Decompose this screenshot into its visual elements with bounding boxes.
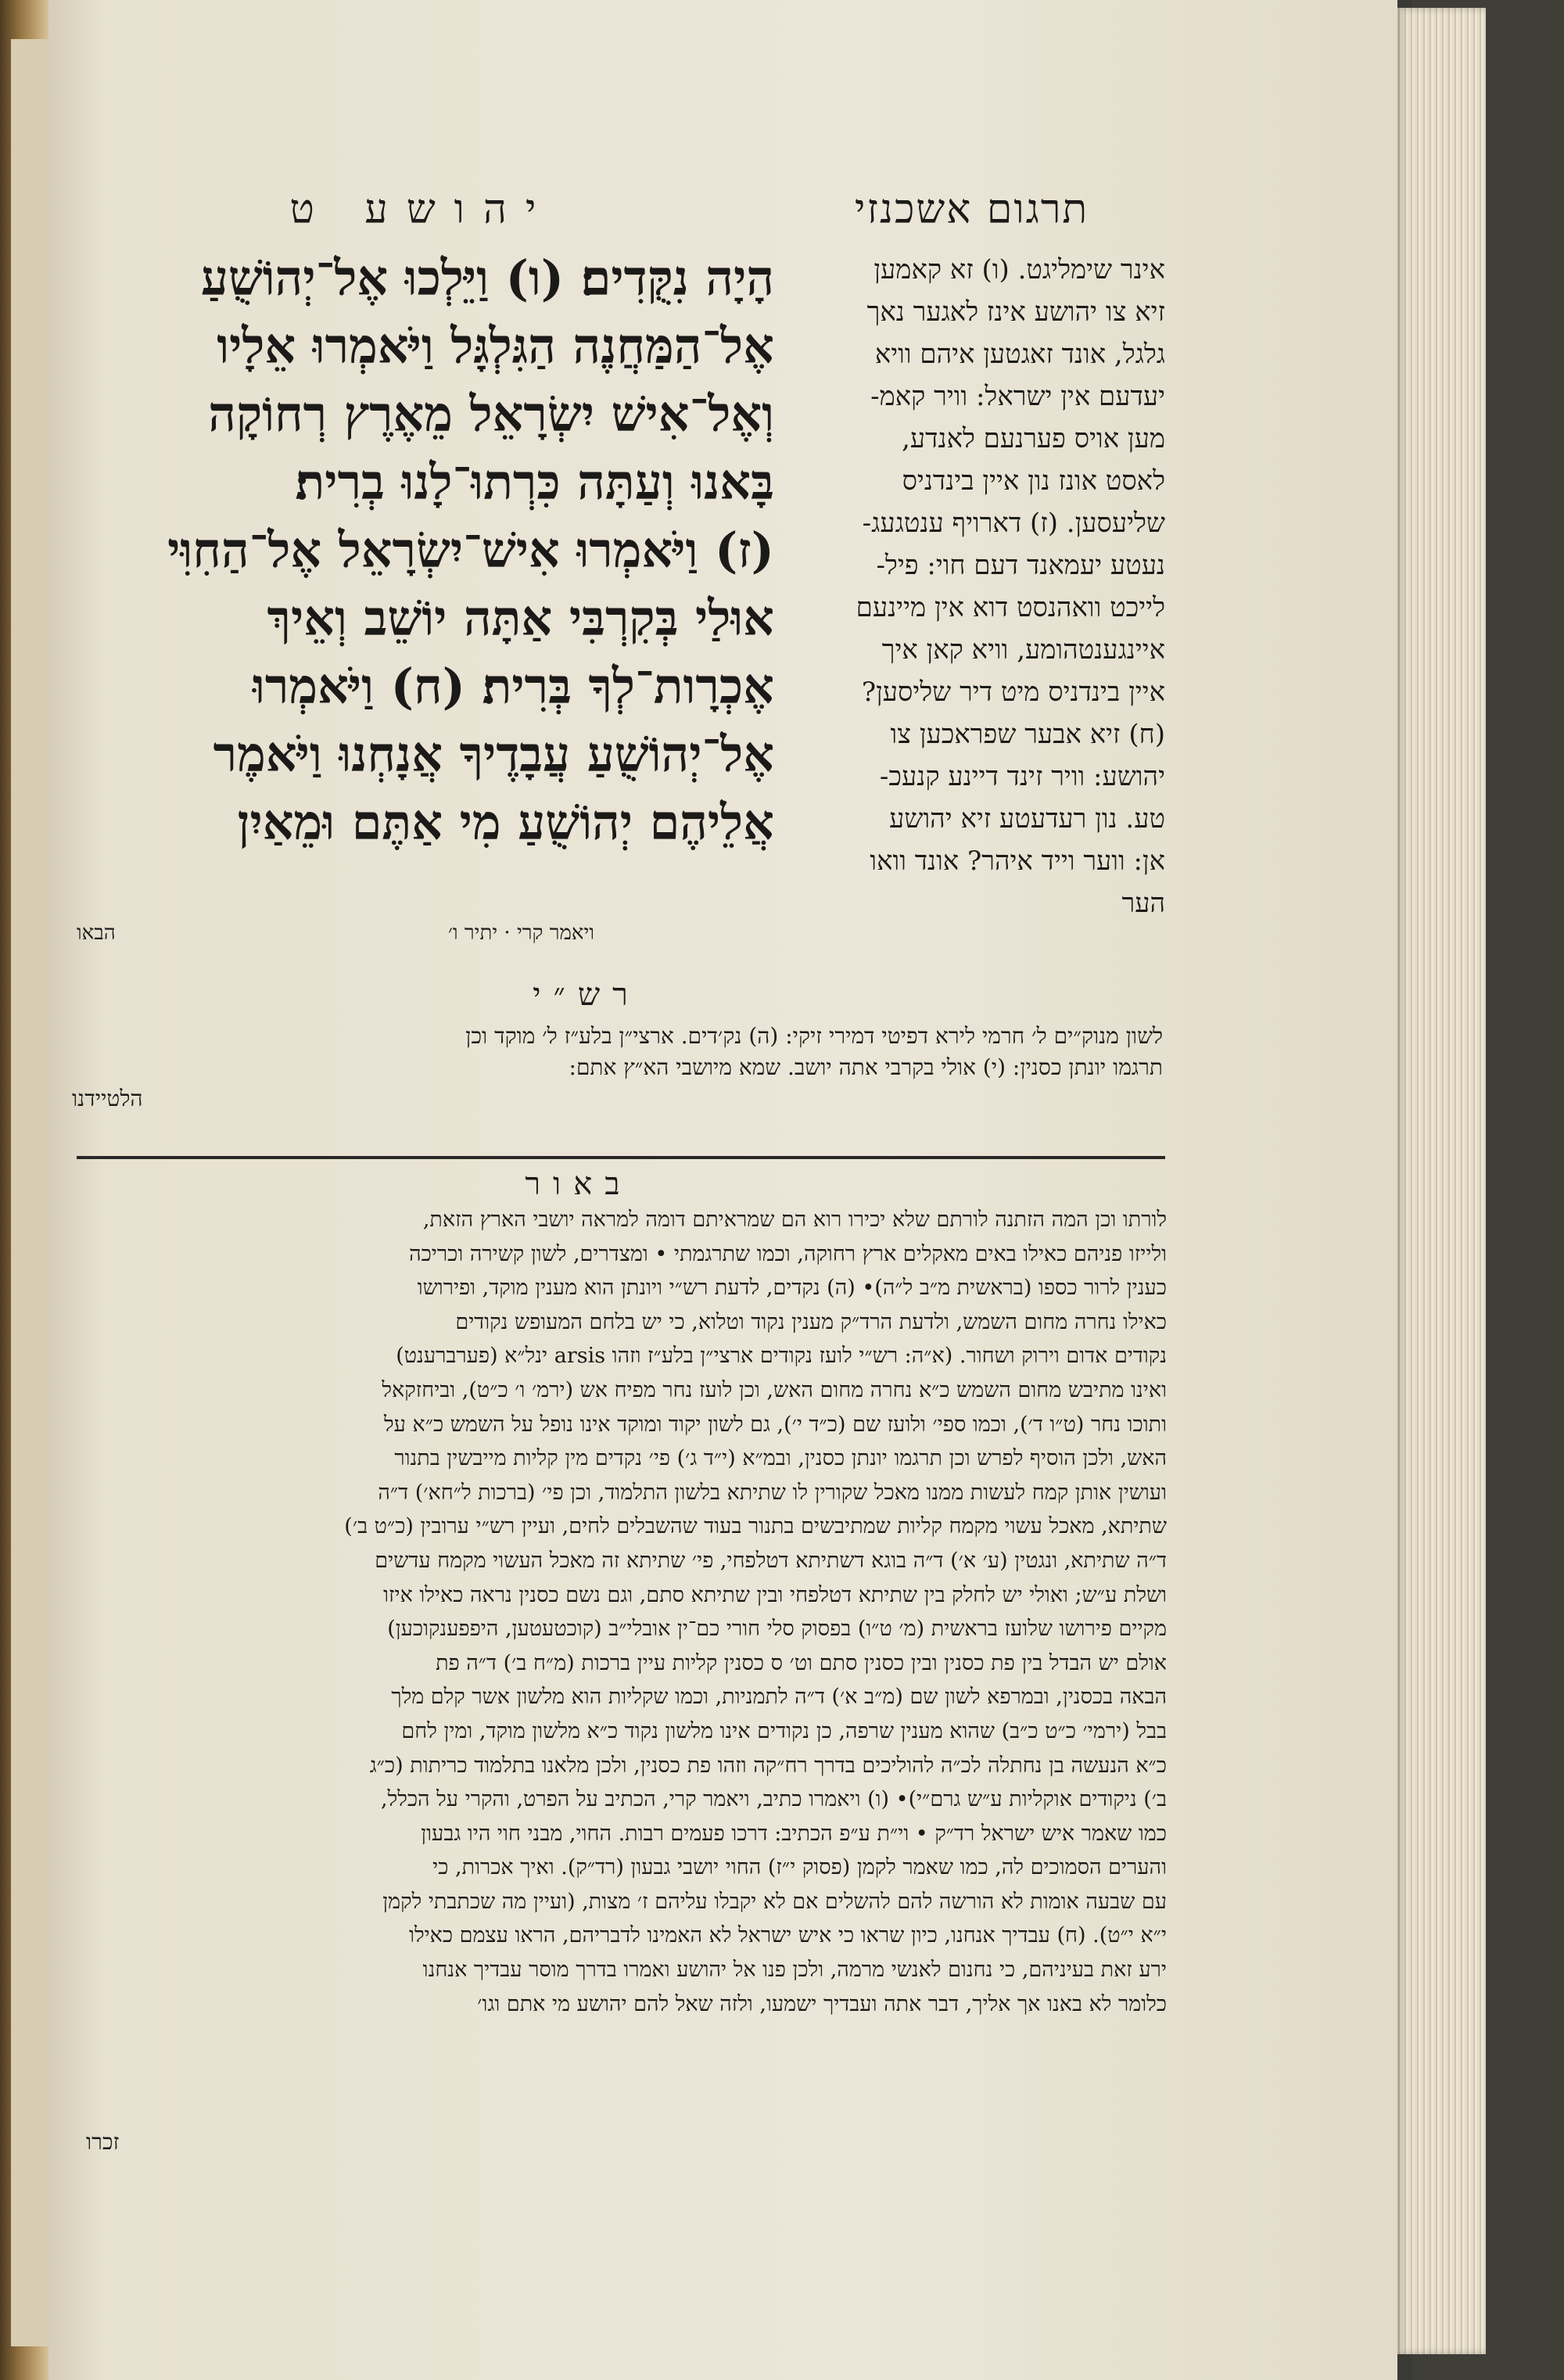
beur-line: ולייזו פניהם כאילו באים מאקלים ארץ רחוקה, וכמו שתרגמתי • ומצדרים, לשון קשירה וכריכה (409, 1241, 1167, 1266)
keri-note-text: ויאמר קרי · יתיר ו׳ (447, 921, 594, 945)
rashi-commentary (72, 1021, 1163, 1115)
yiddish-line: טע. נון רעדעטע זיא יהושע (889, 803, 1165, 835)
beur-line: י״א י״ט). (ח) עבדיך אנחנו, כיון שראו כי איש ישראל לא האמינו לדבריהם, הראו עצמם כאילו (409, 1923, 1167, 1948)
yiddish-translation-column (782, 249, 1165, 972)
hebrew-line: אֶכְרָות־לְךָ בְּרִית׃ (ח) וַיֹּאמְרוּ (253, 658, 774, 715)
rashi-line: לשון מנוק״ים ל׳ חרמי לירא דפיטי דמירי זיקי: (ה) נק׳דים. ארצי״ן בלע״ז ל׳ מוקד וכן (465, 1023, 1163, 1049)
yiddish-line: זיא צו יהושע אינז לאגער נאך (866, 296, 1165, 328)
yiddish-line: אן: ווער וייד איהר? אונד וואו (870, 845, 1165, 877)
beur-commentary (72, 1203, 1167, 2021)
beur-line: ותוכו נחר (ט״ו ד׳), וכמו ספי׳ ולועז שם (כ״ד י׳), גם לשון יקוד ומוקד אינו נופל על השמש כ״א על (384, 1412, 1167, 1437)
hebrew-column-header: יהושע ט (289, 186, 555, 233)
rashi-heading: רש״י (533, 977, 640, 1013)
beur-line: בבל (ירמי׳ כ״ט כ״ב) שהוא מענין שרפה, כן נקודים אינו מלשון נקוד כ״א מלשון מוקד, ומין לחם (401, 1718, 1167, 1743)
yiddish-line: הער (1121, 888, 1165, 919)
hebrew-line: (ז) וַיֹּאמְרוּ אִישׁ־יִשְׂרָאֵל אֶל־הַחִוִּי (167, 522, 774, 579)
beur-line: ירע זאת בעיניהם, כי נחנום לאנשי מרמה, ולכן פנו אל יהושע ואמרו בדרך מוסר עבדיך אנחנו (422, 1958, 1167, 1983)
hebrew-line: וְאֶל־אִישׁ יִשְׂרָאֵל מֵאֶרֶץ רְחוֹקָה (208, 386, 774, 443)
beur-line: ד״ה שתיתא, ונגטין (ע׳ א׳) ד״ה בוגא דשתיתא דטלפחי, פי׳ שתיתא זה מאכל העשוי מקמח עדשים (375, 1548, 1167, 1573)
beur-line: ושלת ע״ש; ואולי יש לחלק בין שתיתא דטלפחי ובין שתיתא סתם, וגם נשם כסנין נראה כאילו איזו (383, 1582, 1167, 1607)
yiddish-line: גלגל, אונד זאגטען איהם וויא (874, 339, 1165, 370)
yiddish-line: אינר שימליגט. (ו) זא קאמען (873, 254, 1165, 285)
yiddish-line: איינגענטהומע, וויא קאן איך (881, 634, 1165, 666)
hebrew-line: אֶל־הַמַּחֲנֶה הַגִּלְגָּל וַיֹּאמְרוּ אֵלָיו (217, 318, 774, 375)
rashi-line: תרגמו יונתן כסנין: (י) אולי בקרבי אתה יושב. שמא מיושבי הא״ץ אתם: (569, 1054, 1163, 1080)
yiddish-column-header: תרגום אשכנזי (854, 186, 1089, 233)
yiddish-line: מען אויס פערנעם לאנדע, (902, 423, 1165, 454)
yiddish-line: לייכט וואהנסט דוא אין מיינעם (856, 592, 1165, 623)
beur-line: כ״א הנעשה בן נחתלה לכ״ה להוליכים בדרך רח״קה וזהו פת כסנין, ולכן מלאנו בתלמוד כריתות (כ״ג (369, 1753, 1167, 1778)
beur-line: לורתו וכן המה הזתנה לורתם שלא יכירו רוא הם שמראיתם דומה למראה יושבי הארץ הזאת, (422, 1208, 1167, 1232)
yiddish-line: יהושע: וויר זינד דיינע קנעכ- (879, 761, 1165, 792)
beur-line: מקיים פירושו שלועז בראשית (מ׳ ט״ו) בפסוק סלי חורי כם־ין אובלי״ב (קוכטעטען, היפפענקוכען) (387, 1617, 1167, 1642)
beur-line: ואינו מתיבש מחום השמש כ״א נחרה מחום האש, וכן לועז נחר מפיח אש (ירמ׳ ו׳ כ״ט), וביחזקאל (382, 1377, 1167, 1402)
section-divider (77, 1156, 1165, 1159)
beur-line: כאילו נחרה מחום השמש, ולדעת הרד״ק מענין נקוד וטלוא, כי יש בלחם המעופש נקודים (455, 1309, 1167, 1334)
beur-line: האש, ולכן הוסיף לפרש וכן תרגמו יונתן כסנין, ובמ״א (י״ד ג׳) פי׳ נקדים מין קליות מייבשין בתנור (394, 1446, 1167, 1471)
yiddish-line: לאסט אונז נון איין בינדניס (902, 465, 1165, 497)
keri-ketiv-note (77, 921, 774, 953)
beur-line: ב׳) ניקודים אוקליות ע״ש גרם״י)• (ו) ויאמרו כתיב, ויאמר קרי, הכתיב על הפרט, והקרי על הכלל, (380, 1787, 1167, 1812)
beur-line: אולם יש הבדל בין פת כסנין ובין כסנין סתם וט׳ ס כסנין קליות עיין ברכות (מ״ח ב׳) ד״ה פת (436, 1650, 1167, 1675)
hebrew-line: הָיָה נִקֻּדִים׃ (ו) וַיֵּלְכוּ אֶל־יְהוֹשֻׁעַ (200, 249, 774, 307)
hebrew-line: אֲלֵיהֶם יְהוֹשֻׁעַ מִי אַתֶּם וּמֵאַיִן (237, 794, 774, 851)
rashi-line: הלטיידנו (72, 1086, 143, 1111)
yiddish-line: (ח) זיא אבער שפראכען צו (890, 719, 1165, 750)
previous-page-edge (11, 39, 48, 2346)
hebrew-line: אֶל־יְהוֹשֻׁעַ עֲבָדֶיךָ אֲנָחְנוּ וַיֹּאמֶר (213, 726, 774, 783)
beur-line: ועושין אותן קמח לעשות ממנו מאכל שקורין לו שתיתא בלשון התלמוד, וכן פי׳ (ברכות ל״חא׳) ד״ה (378, 1480, 1167, 1505)
beur-line: והערים הסמוכים לה, כמו שאמר לקמן (פסוק י״ז) החוי יושבי גבעון (רד״ק). ואיך אכרות, כי (432, 1855, 1167, 1880)
yiddish-line: נעטע יעמאנד דעם חוי: פיל- (876, 550, 1165, 581)
yiddish-line: יעדעם אין ישראל: וויר קאמ- (870, 381, 1165, 412)
catchword: זכרו (86, 2129, 120, 2155)
beur-line: כמו שאמר איש ישראל רד״ק • וי״ת ע״פ הכתיב: דרכו פעמים רבות. החוי, מבני חוי היו גבעון (421, 1821, 1167, 1846)
page-stack-edge (1396, 8, 1486, 2354)
beur-line: כענין לרור כספו (בראשית מ״ב ל״ה)• (ה) נקדים, לדעת רש״י ויונתן הוא מענין מוקד, ופירושו (417, 1276, 1167, 1301)
beur-heading: באור (525, 1166, 633, 1202)
yiddish-line: שליעסען. (ז) דארויף ענטגעג- (862, 508, 1165, 539)
beur-line: נקודים אדום וירוק ושחור. (א״ה: רש״י לועז נקודים ארצי״ן בלע״ז וזהו arsis ינל״א (פערברענט) (396, 1344, 1167, 1369)
beur-line: עם שבעה אומות לא הורשה להם להשלים אם לא יקבלו עליהם ז׳ מצות, (ועיין מה שכתבתי לקמן (382, 1889, 1167, 1914)
hebrew-line: בָּאנוּ וְעַתָּה כִּרְתוּ־לָנוּ בְרִית׃ (295, 454, 774, 511)
beur-line: הבאה בכסנין, ובמרפא לשון שם (מ״ב א׳) ד״ה לתמניות, וכמו שקליות הוא מלשון אשר קלם מלך (391, 1685, 1167, 1710)
beur-line: כלומר לא באנו אך אליך, דבר אתה ועבדיך ישמעו, ולזה שאל להם יהושע מי אתם וגו׳ (477, 1991, 1167, 2016)
hebrew-line: אוּלַי בְּקִרְבִּי אַתָּה יוֹשֵׁב וְאֵיךְ (267, 590, 774, 647)
hebrew-text-column (77, 244, 774, 856)
catchword-hebrew: הבאו (77, 921, 116, 945)
beur-line: שתיתא, מאכל עשוי מקמח קליות שמתיבשים בתנור בעוד שהשבלים לחים, ועיין רש״י ערובין (כ״ט ב׳) (344, 1514, 1167, 1539)
yiddish-line: איין בינדניס מיט דיר שליסען? (861, 677, 1165, 708)
